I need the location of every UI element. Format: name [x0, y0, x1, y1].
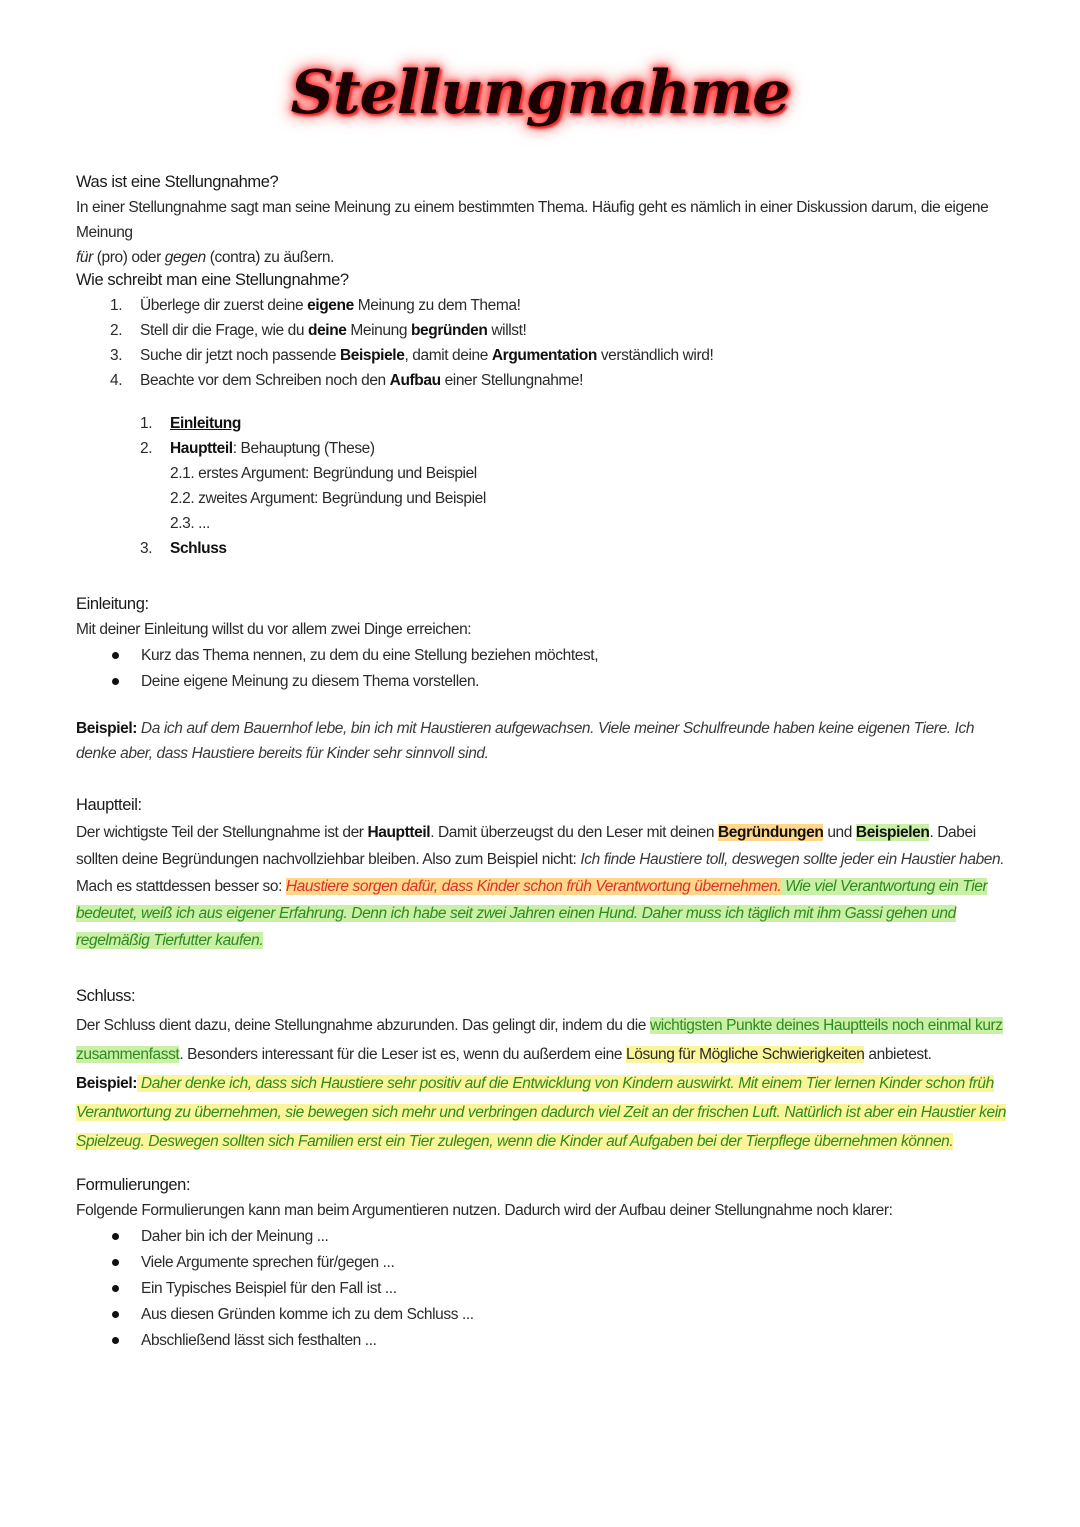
paragraph: Folgende Formulierungen kann man beim Argumentieren nutzen. Dadurch wird der Aufbau deiner Stellungnahme noch klarer:: [76, 1202, 893, 1219]
section-heading: Einleitung:: [76, 595, 149, 613]
bullet-list: [76, 1223, 1006, 1353]
section-heading: Was ist eine Stellungnahme?: [76, 173, 279, 191]
list-item: Kurz das Thema nennen, zu dem du eine Stellung beziehen möchtest,: [76, 642, 1006, 668]
section-hauptteil: [76, 792, 1006, 954]
list-item: Viele Argumente sprechen für/gegen ...: [76, 1249, 1006, 1275]
paragraph: Der wichtigste Teil der Stellungnahme ist der Hauptteil. Damit überzeugst du den Leser mit deinen Begründungen und Beispielen. Dabei sollten deine Begründungen nachvollziehbar bleiben. Also zum Beispiel nicht: Ich finde Haustiere toll, deswegen sollte jeder ein Haustier haben.: [76, 824, 1005, 868]
outline-subitem: 2.2. zweites Argument: Begründung und Beispiel: [170, 490, 486, 507]
outline-item: 3. Schluss: [140, 540, 227, 557]
section-how: [76, 268, 1006, 561]
example-paragraph: Beispiel: Daher denke ich, dass sich Haustiere sehr positiv auf die Entwicklung von Kindern auswirkt. Mit einem Tier lernen Kinder schon früh Verantwortung zu übernehmen, sie bewegen sich mehr und verbringen dadurch viel Zeit an der frischen Luft. Natürlich ist aber ein Haustier kein Spielzeug. Deswegen sollten sich Familien erst ein Tier zulegen, wenn die Kinder auf Aufgaben bei der Tierpflege übernehmen können.: [76, 1075, 1006, 1150]
paragraph: Der Schluss dient dazu, deine Stellungnahme abzurunden. Das gelingt dir, indem du die wichtigsten Punkte deines Hauptteils noch einmal kurz zusammenfasst. Besonders interessant für die Leser ist es, wenn du außerdem eine Lösung für Mögliche Schwierigkeiten anbietest.: [76, 1017, 1003, 1063]
list-item: Abschließend lässt sich festhalten ...: [76, 1327, 1006, 1353]
outline-item: 1. Einleitung: [140, 415, 241, 432]
section-heading: Hauptteil:: [76, 796, 142, 814]
section-schluss: [76, 982, 1006, 1156]
section-heading: Schluss:: [76, 987, 136, 1005]
list-item: Ein Typisches Beispiel für den Fall ist ...: [76, 1275, 1006, 1301]
outline-subitem: 2.3. ...: [170, 515, 210, 532]
list-item: 3. Suche dir jetzt noch passende Beispiele, damit deine Argumentation verständlich wird!: [110, 347, 714, 364]
structure-outline: [140, 411, 1006, 561]
list-item: 1. Überlege dir zuerst deine eigene Meinung zu dem Thema!: [110, 297, 521, 314]
list-item: 2. Stell dir die Frage, wie du deine Meinung begründen willst!: [110, 322, 527, 339]
section-einleitung: [76, 592, 1006, 766]
section-formulierungen: [76, 1173, 1006, 1353]
outline-item: 2. Hauptteil: Behauptung (These): [140, 440, 375, 457]
outline-subitem: 2.1. erstes Argument: Begründung und Beispiel: [170, 465, 477, 482]
steps-list: [110, 293, 1006, 393]
list-item: 4. Beachte vor dem Schreiben noch den Aufbau einer Stellungnahme!: [110, 372, 584, 389]
bullet-list: [76, 642, 1006, 694]
example-paragraph: Beispiel: Da ich auf dem Bauernhof lebe, bin ich mit Haustieren aufgewachsen. Viele meiner Schulfreunde haben keine eigenen Tiere. Ich denke aber, dass Haustiere bereits für Kinder sehr sinnvoll sind.: [76, 720, 975, 762]
paragraph: Mach es stattdessen besser so: Haustiere sorgen dafür, dass Kinder schon früh Verantwortung übernehmen. Wie viel Verantwortung ein Tier bedeutet, weiß ich aus eigener Erfahrung. Denn ich habe seit zwei Jahren einen Hund. Daher muss ich täglich mit ihm Gassi gehen und regelmäßig Tierfutter kaufen.: [76, 878, 988, 949]
list-item: Deine eigene Meinung zu diesem Thema vorstellen.: [76, 668, 1006, 694]
section-heading: Wie schreibt man eine Stellungnahme?: [76, 271, 349, 289]
page-title: Stellungnahme: [290, 58, 790, 128]
paragraph: In einer Stellungnahme sagt man seine Meinung zu einem bestimmten Thema. Häufig geht es nämlich in einer Diskussion darum, die eigene Meinung für (pro) oder gegen (contra) zu äußern.: [76, 199, 989, 266]
section-what: [76, 170, 1006, 270]
paragraph: Mit deiner Einleitung willst du vor allem zwei Dinge erreichen:: [76, 621, 472, 638]
list-item: Aus diesen Gründen komme ich zu dem Schluss ...: [76, 1301, 1006, 1327]
section-heading: Formulierungen:: [76, 1176, 191, 1194]
list-item: Daher bin ich der Meinung ...: [76, 1223, 1006, 1249]
